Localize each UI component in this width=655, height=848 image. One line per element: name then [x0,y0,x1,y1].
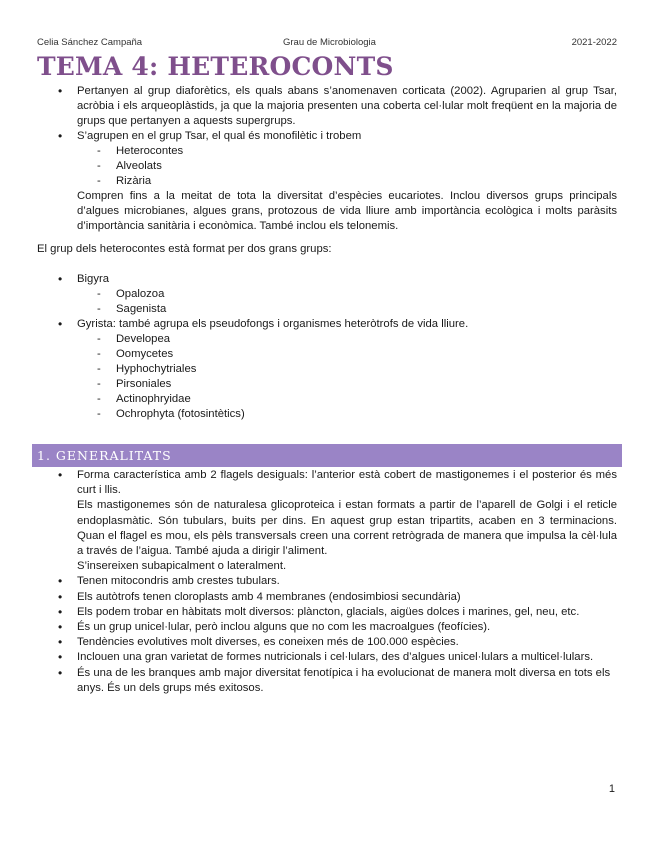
page-number: 1 [608,783,615,795]
group-gyrista [37,317,617,422]
group-gyrista-label: Gyrista: també agrupa els pseudofongs i organismes heteròtrofs de vida lliure. [77,318,469,330]
list-item: • Els podem trobar en hàbitats molt diversos: plàncton, glacials, aigües dolces i marines, gel, neu, etc. [37,605,617,620]
insertion-text: S’insereixen subapicalment o lateralment. [77,560,287,573]
list-item: • Els autòtrofs tenen cloroplasts amb 4 membranes (endosimbiosi secundària) [37,590,617,605]
section1-bullet-list [37,468,617,696]
groups-intro: El grup dels heterocontes està format per dos grans grups: [37,243,332,255]
list-item: - Rizària [77,174,617,189]
list-item: • Inclouen una gran varietat de formes nutricionals i cel·lulars, des d’algues unicel·lulars a multicel·lulars. [37,650,617,665]
intro-bullet-2-text: S’agrupen en el grup Tsar, el qual és monofilètic i trobem [77,130,362,142]
flagels-text: • Forma característica amb 2 flagels desiguals: l’anterior està cobert de mastigonemes i el posterior és més curt i llis. [77,469,617,497]
list-item: - Developea [77,332,617,347]
intro-bullet-list [37,84,617,234]
page-title: TEMA 4: HETEROCONTS [37,52,394,81]
page-header [37,37,617,51]
intro-bullet-2 [37,129,617,234]
bigyra-subgroups [77,287,617,317]
group-bigyra-label: Bigyra [77,273,110,285]
list-item: - Actinophryidae [77,392,617,407]
header-course: Grau de Microbiologia [283,37,376,48]
list-item: - Ochrophyta (fotosintètics) [77,407,617,422]
list-item: - Sagenista [77,302,617,317]
list-item: - Heterocontes [77,144,617,159]
gyrista-subgroups [77,332,617,422]
list-item: • Tenen mitocondris amb crestes tubulars. [37,574,617,589]
intro-content [37,84,617,422]
list-item: • Tendències evolutives molt diverses, es coneixen més de 100.000 espècies. [37,635,617,650]
groups-list [37,272,617,422]
header-author: Celia Sánchez Campaña [37,37,143,48]
list-item: • És una de les branques amb major diversitat fenotípica i ha evolucionat de manera molt diversa en tots els anys. És un dels grups més exitosos. [37,666,617,696]
list-item: - Opalozoa [77,287,617,302]
section-heading-generalitats: 1. GENERALITATS [32,444,622,467]
list-item: - Hyphochytriales [77,362,617,377]
list-item: • És un grup unicel·lular, però inclou alguns que no com les macroalgues (feofícies). [37,620,617,635]
list-item: - Pirsoniales [77,377,617,392]
mastigonemes-paragraph: Els mastigonemes són de naturalesa glicoproteica i estan formats a partir de l’aparell de Golgi i el reticle endoplasmàtic. Són tubulars, buits per dins. En aquest grup estan tripartits, acaben en 3 terminacions. Quan el flagel es mou, els pèls transversals creen una corrent retrògrada de manera que impulsa la cèl·lula a través de l’aigua. També ajuda a dirigir l’aliment. [77,499,617,558]
header-year: 2021-2022 [571,37,617,48]
group-bigyra [37,272,617,317]
list-item: - Alveolats [77,159,617,174]
tsar-groups-list [77,144,617,189]
section1-content [37,468,617,696]
list-item: - Oomycetes [77,347,617,362]
intro-bullet-2-paragraph: Compren fins a la meitat de tota la diversitat d’espècies eucariotes. Inclou diversos grups principals d’algues microbianes, algues grans, protozous de vida lliure amb importància ecològica i molts paràsits d’importància sanitària i econòmica. També inclou els telonemis. [77,190,617,232]
section1-bullet-flagels [37,468,617,574]
intro-bullet-1: • Pertanyen al grup diaforètics, els quals abans s’anomenaven corticata (2002). Agruparien al grup Tsar, acròbia i els arqueoplàstids, ja que la majoria presenten una coberta cel·lular molt freqüent en la majoria de grups que pertanyen a aquests supergrups. [37,84,617,129]
